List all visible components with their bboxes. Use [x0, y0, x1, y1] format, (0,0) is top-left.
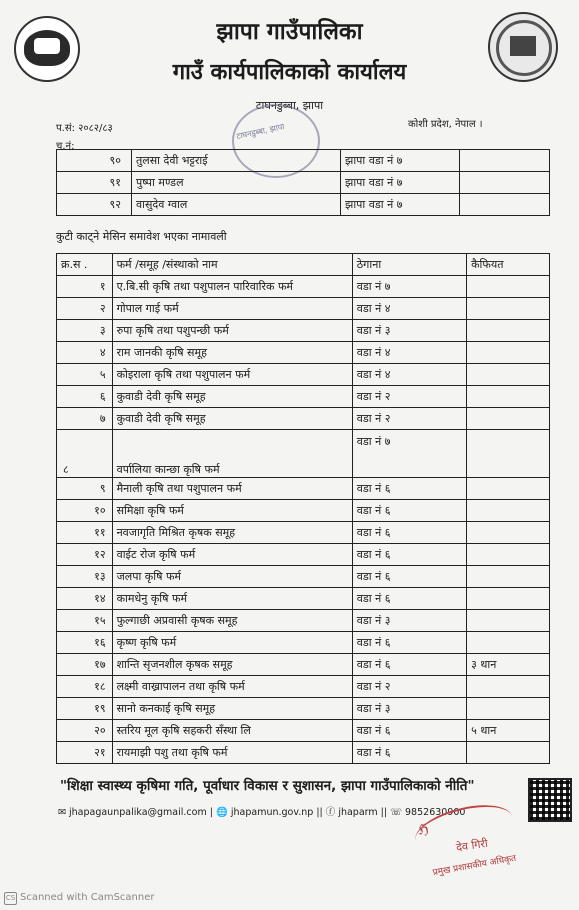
- province-label: कोशी प्रदेश, नेपाल ।: [408, 119, 483, 130]
- table-row: [57, 742, 550, 764]
- cell-address: झापा वडा नं ७: [341, 194, 460, 216]
- dispatch-number: च.नं:: [56, 141, 75, 152]
- cell-remarks: [467, 522, 550, 544]
- cell-remarks: [467, 364, 550, 386]
- signatory-title: प्रमुख प्रशासकीय अधिकृत: [432, 853, 517, 879]
- cell-remarks: [467, 320, 550, 342]
- cell-address: वडा नं ६: [352, 544, 466, 566]
- cell-serial: ९०: [57, 150, 132, 172]
- website-link[interactable]: jhapamun.gov.np: [230, 807, 314, 818]
- cell-serial: ६: [57, 386, 113, 408]
- cell-address: वडा नं ६: [352, 654, 466, 676]
- reference-number: प.सं: २०८२/८३: [56, 123, 113, 134]
- continued-list-table: [56, 149, 550, 216]
- cell-remarks: [467, 342, 550, 364]
- cell-serial: २१: [57, 742, 113, 764]
- cell-name: राम जानकी कृषि समूह: [112, 342, 352, 364]
- cell-serial: ५: [57, 364, 113, 386]
- cell-address: वडा नं ३: [352, 610, 466, 632]
- cell-name: कोइराला कृषि तथा पशुपालन फर्म: [112, 364, 352, 386]
- cell-remarks: [467, 500, 550, 522]
- signatory-name: देव गिरी: [455, 836, 489, 855]
- cell-remarks: [460, 150, 550, 172]
- cell-name: स्तरिय मूल कृषि सहकरी सँस्था लि: [112, 720, 352, 742]
- facebook-icon: ⓕ: [325, 807, 336, 818]
- cell-serial: ७: [57, 408, 113, 430]
- office-subtitle: गाउँ कार्यपालिकाको कार्यालय: [172, 60, 407, 85]
- cell-remarks: [460, 194, 550, 216]
- cell-name: फुल्गाछी अप्रवासी कृषक समूह: [112, 610, 352, 632]
- header-address: ठेगाना: [352, 254, 466, 276]
- cell-address: वडा नं ६: [352, 566, 466, 588]
- camscanner-icon: CS: [4, 892, 17, 905]
- signature: ℌ: [416, 821, 430, 839]
- cell-serial: २: [57, 298, 113, 320]
- cell-remarks: ३ थान: [467, 654, 550, 676]
- chaff-cutter-recipients-table: [56, 253, 550, 764]
- table-row: [57, 676, 550, 698]
- table-row: [57, 478, 550, 500]
- header-remarks: कैफियत: [467, 254, 550, 276]
- cell-name: वासुदेव ग्वाल: [132, 194, 341, 216]
- table-header-row: [57, 254, 550, 276]
- cell-name: वर्पालिया कान्छा कृषि फर्म: [112, 430, 352, 478]
- cell-name: रुपा कृषि तथा पशुपन्छी फर्म: [112, 320, 352, 342]
- cell-remarks: [467, 588, 550, 610]
- cell-address: वडा नं २: [352, 386, 466, 408]
- cell-remarks: [467, 276, 550, 298]
- cell-serial: ९२: [57, 194, 132, 216]
- cell-name: नवजागृति मिश्रित कृषक समूह: [112, 522, 352, 544]
- cell-name: मैनाली कृषि तथा पशुपालन फर्म: [112, 478, 352, 500]
- qr-code: [528, 778, 572, 822]
- table-row: [57, 298, 550, 320]
- table-row: [57, 194, 550, 216]
- cell-remarks: [467, 478, 550, 500]
- table-row: [57, 276, 550, 298]
- cell-address: वडा नं ७: [352, 430, 466, 478]
- cell-serial: १२: [57, 544, 113, 566]
- cell-serial: ९: [57, 478, 113, 500]
- cell-address: वडा नं ६: [352, 588, 466, 610]
- cell-address: वडा नं ४: [352, 342, 466, 364]
- cell-address: वडा नं ६: [352, 720, 466, 742]
- cell-remarks: [467, 698, 550, 720]
- cell-serial: ३: [57, 320, 113, 342]
- cell-serial: ४: [57, 342, 113, 364]
- cell-address: वडा नं ६: [352, 632, 466, 654]
- cell-serial: १३: [57, 566, 113, 588]
- table-row: [57, 172, 550, 194]
- cell-name: सानो कनकाई कृषि समूह: [112, 698, 352, 720]
- cell-address: वडा नं २: [352, 676, 466, 698]
- table-row: [57, 588, 550, 610]
- table-row: [57, 698, 550, 720]
- cell-address: वडा नं ७: [352, 276, 466, 298]
- cell-serial: १४: [57, 588, 113, 610]
- contact-line: ✉ jhapagaunpalika@gmail.com | 🌐 jhapamun.gov.np || ⓕ jhaparm || ☏ 9852630900: [58, 807, 466, 818]
- cell-remarks: [467, 298, 550, 320]
- table-row: [57, 720, 550, 742]
- cell-remarks: ५ थान: [467, 720, 550, 742]
- cell-name: कुवाडी देवी कृषि समूह: [112, 386, 352, 408]
- cell-remarks: [467, 566, 550, 588]
- cell-address: झापा वडा नं ७: [341, 150, 460, 172]
- stamp-text: टाघनडुब्बा, झापा: [235, 122, 286, 141]
- cell-name: लक्ष्मी वाख्रापालन तथा कृषि फर्म: [112, 676, 352, 698]
- cell-address: वडा नं ३: [352, 698, 466, 720]
- cell-serial: १: [57, 276, 113, 298]
- scanner-watermark: CS Scanned with CamScanner: [5, 892, 155, 903]
- table-row: [57, 386, 550, 408]
- cell-address: झापा वडा नं ७: [341, 172, 460, 194]
- mail-icon: ✉: [58, 807, 66, 818]
- cell-address: वडा नं ६: [352, 522, 466, 544]
- cell-address: वडा नं ६: [352, 500, 466, 522]
- cell-address: वडा नं ३: [352, 320, 466, 342]
- cell-name: ए.बि.सी कृषि तथा पशुपालन पारिवारिक फर्म: [112, 276, 352, 298]
- header-serial: क्र.स .: [57, 254, 113, 276]
- table-row: [57, 654, 550, 676]
- cell-serial: १५: [57, 610, 113, 632]
- municipality-slogan: "शिक्षा स्वास्थ्य कृषिमा गति, पूर्वाधार विकास र सुशासन, झापा गाउँपालिकाको नीति": [60, 778, 475, 794]
- table-row: [57, 544, 550, 566]
- cell-name: वाईट रोज कृषि फर्म: [112, 544, 352, 566]
- cell-remarks: [467, 386, 550, 408]
- section-heading: कुटी काट्ने मेसिन समावेश भएका नामावली: [56, 230, 227, 243]
- cell-serial: ११: [57, 522, 113, 544]
- cell-name: जलपा कृषि फर्म: [112, 566, 352, 588]
- cell-address: वडा नं ४: [352, 364, 466, 386]
- cell-serial: २०: [57, 720, 113, 742]
- facebook-link[interactable]: jhaparm: [338, 807, 378, 818]
- cell-name: समिक्षा कृषि फर्म: [112, 500, 352, 522]
- cell-name: कुवाडी देवी कृषि समूह: [112, 408, 352, 430]
- header-name: फर्म /समूह /संस्थाको नाम: [112, 254, 352, 276]
- cell-serial: १०: [57, 500, 113, 522]
- cell-serial: ९१: [57, 172, 132, 194]
- table-row: [57, 610, 550, 632]
- table-row: [57, 408, 550, 430]
- cell-name: कामधेनु कृषि फर्म: [112, 588, 352, 610]
- cell-remarks: [460, 172, 550, 194]
- table-row: [57, 364, 550, 386]
- cell-remarks: [467, 544, 550, 566]
- table-row: [57, 500, 550, 522]
- cell-serial: ८: [57, 430, 113, 478]
- cell-serial: १८: [57, 676, 113, 698]
- table-row: [57, 632, 550, 654]
- table-row: [57, 150, 550, 172]
- cell-serial: १९: [57, 698, 113, 720]
- cell-remarks: [467, 742, 550, 764]
- phone-number: 9852630900: [405, 807, 466, 818]
- table-row: [57, 522, 550, 544]
- cell-name: तुलसा देवी भट्टराई: [132, 150, 341, 172]
- table-row: [57, 342, 550, 364]
- table-row: [57, 566, 550, 588]
- cell-serial: १६: [57, 632, 113, 654]
- cell-name: शान्ति सृजनशील कृषक समूह: [112, 654, 352, 676]
- table-row: [57, 320, 550, 342]
- cell-remarks: [467, 632, 550, 654]
- cell-name: कृष्ण कृषि फर्म: [112, 632, 352, 654]
- table-row: [57, 430, 550, 478]
- cell-serial: १७: [57, 654, 113, 676]
- phone-icon: ☏: [390, 807, 402, 818]
- cell-address: वडा नं २: [352, 408, 466, 430]
- cell-remarks: [467, 430, 550, 478]
- office-title: झापा गाउँपालिका: [216, 19, 363, 45]
- cell-address: वडा नं ४: [352, 298, 466, 320]
- cell-address: वडा नं ६: [352, 478, 466, 500]
- globe-icon: 🌐: [215, 807, 228, 818]
- cell-name: रायमाझी पशु तथा कृषि फर्म: [112, 742, 352, 764]
- cell-address: वडा नं ६: [352, 742, 466, 764]
- cell-remarks: [467, 610, 550, 632]
- cell-remarks: [467, 408, 550, 430]
- cell-name: गोपाल गाई फर्म: [112, 298, 352, 320]
- email-link[interactable]: jhapagaunpalika@gmail.com: [69, 807, 207, 818]
- cell-name: पुष्पा मण्डल: [132, 172, 341, 194]
- office-address: टाघनडुब्बा, झापा: [255, 99, 324, 112]
- cell-remarks: [467, 676, 550, 698]
